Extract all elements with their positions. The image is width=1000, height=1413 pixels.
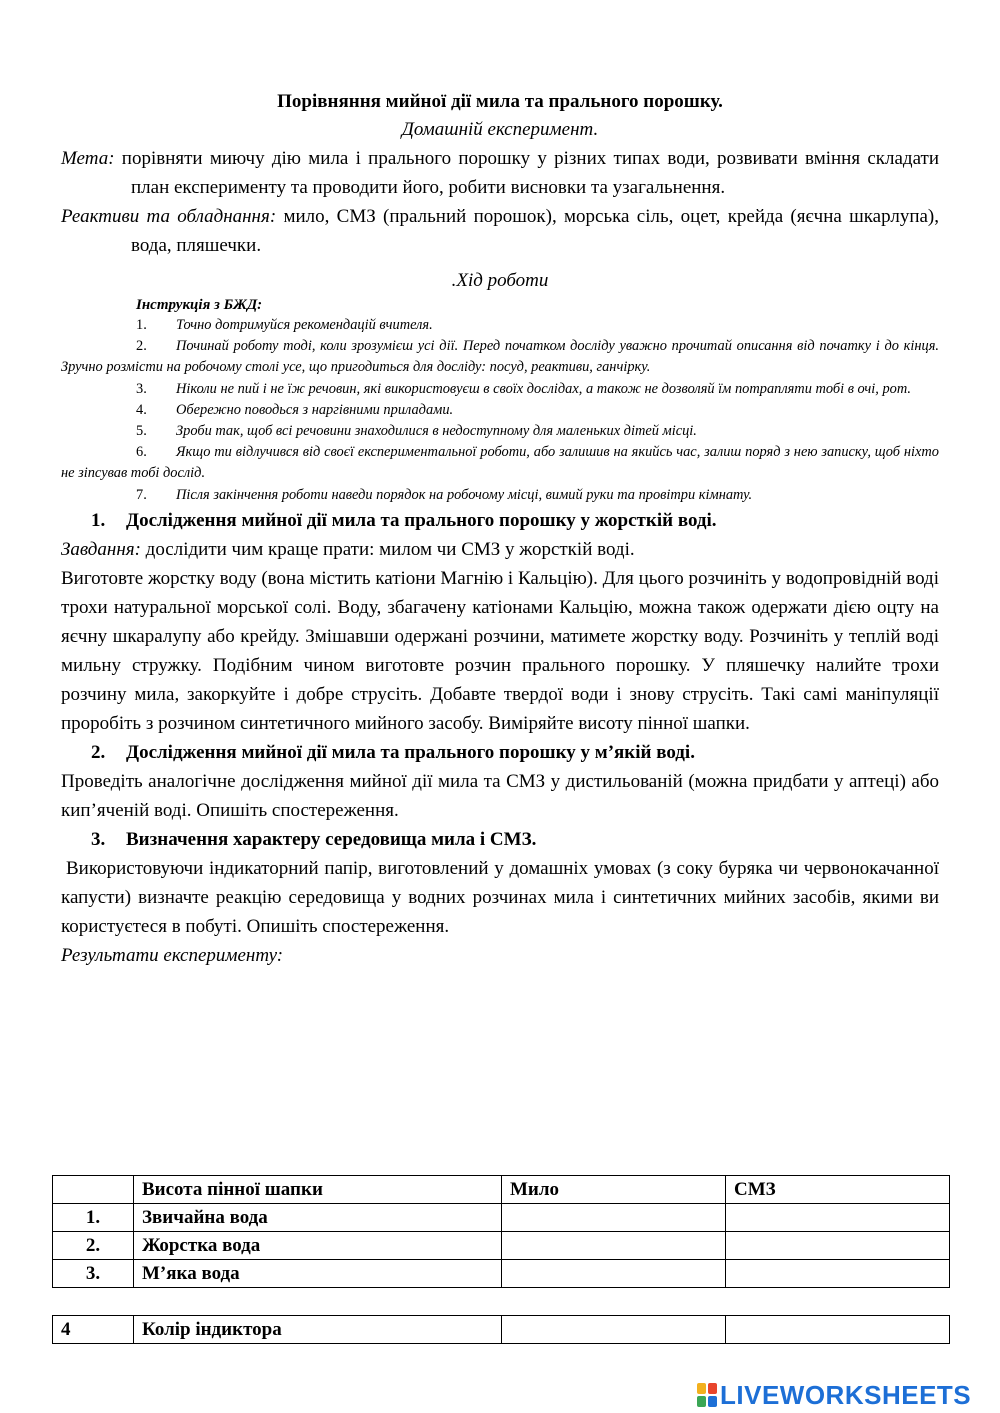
table-header-cell: Мило bbox=[502, 1176, 726, 1204]
safety-rules-list bbox=[61, 315, 939, 506]
results-label: Результати експерименту: bbox=[61, 944, 284, 966]
detergent-answer-cell[interactable] bbox=[726, 1260, 950, 1288]
soap-answer-cell[interactable] bbox=[502, 1260, 726, 1288]
section-2-body: Проведіть аналогічне дослідження мийної дії мила та СМЗ у дистильованій (можна придбати у аптеці) або кип’яченій воді. Опишіть спостереження. bbox=[61, 770, 939, 821]
reagents-paragraph bbox=[61, 202, 939, 260]
row-label: Жорстка вода bbox=[134, 1232, 502, 1260]
detergent-indicator-cell[interactable] bbox=[726, 1316, 950, 1344]
section-1-heading: 1. Дослідження мийної дії мила та прального порошку у жорсткій воді. bbox=[91, 509, 717, 531]
task-label: Завдання: bbox=[61, 538, 141, 560]
rule-item: 4. Обережно поводься з наргівними приладами. bbox=[136, 401, 454, 418]
table-header-cell: Висота пінної шапки bbox=[134, 1176, 502, 1204]
progress-heading: .Хід роботи bbox=[451, 270, 549, 291]
table-header-cell: СМЗ bbox=[726, 1176, 950, 1204]
soap-answer-cell[interactable] bbox=[502, 1232, 726, 1260]
rule-item: 6. Якщо ти відлучився від своєї експериментальної роботи, або залишив на якийсь час, залиш поряд з нею записку, щоб ніхто не зіпсував тобі дослід. bbox=[61, 444, 939, 482]
section-3-heading: 3. Визначення характеру середовища мила і СМЗ. bbox=[91, 828, 537, 850]
detergent-answer-cell[interactable] bbox=[726, 1204, 950, 1232]
worksheet-page bbox=[61, 88, 939, 970]
rule-item: 7. Після закінчення роботи наведи порядок на робочому місці, вимий руки та провітри кімнату. bbox=[136, 486, 753, 503]
row-label: Звичайна вода bbox=[134, 1204, 502, 1232]
rule-item: 3. Ніколи не пий і не їж речовин, які використовуєш в своїх дослідах, а також не дозволяй їм потрапляти тобі в очі, рот. bbox=[136, 380, 911, 397]
reagents-label: Реактиви та обладнання: bbox=[61, 206, 277, 227]
section-2-heading: 2. Дослідження мийної дії мила та прального порошку у м’якій воді. bbox=[91, 741, 695, 763]
detergent-answer-cell[interactable] bbox=[726, 1232, 950, 1260]
row-number: 2. bbox=[53, 1232, 134, 1260]
section-1-task: Завдання: дослідити чим краще прати: милом чи СМЗ у жорсткій воді. bbox=[61, 538, 635, 560]
row-label: Колір індиктора bbox=[134, 1316, 502, 1344]
section-3-body: Використовуючи індикаторний папір, виготовлений у домашніх умовах (з соку буряка чи червонокачанної капусти) визначте реакцію середовища у водних розчинах мила і синтетичних мийних засобів, якими ви користуєтеся в побуті. Опишіть спостереження. bbox=[61, 857, 939, 937]
aim-text: порівняти миючу дію мила і прального порошку у різних типах води, розвивати вміння складати план експерименту та проводити його, робити висновки та узагальнення. bbox=[114, 148, 939, 198]
table-header-cell bbox=[53, 1176, 134, 1204]
page-subtitle: Домашній експеримент. bbox=[401, 119, 599, 140]
indicator-table bbox=[52, 1315, 950, 1344]
table-row bbox=[53, 1260, 950, 1288]
results-table bbox=[52, 1175, 950, 1288]
page-title: Порівняння мийної дії мила та прального порошку. bbox=[277, 91, 723, 112]
aim-label: Мета: bbox=[61, 148, 115, 169]
instructions-title: Інструкція з БЖД: bbox=[136, 297, 263, 313]
table-row bbox=[53, 1316, 950, 1344]
row-number: 4 bbox=[53, 1316, 134, 1344]
rule-item: 2. Починай роботу тоді, коли зрозумієш усі дії. Перед початком досліду уважно прочитай описання від початку і до кінця. Зручно розмісти на робочому столі усе, що пригодиться для досліду: посуд, реактиви, ганчірку. bbox=[61, 338, 939, 376]
rule-item: 1. Точно дотримуйся рекомендацій вчителя. bbox=[136, 317, 433, 333]
row-number: 1. bbox=[53, 1204, 134, 1232]
row-number: 3. bbox=[53, 1260, 134, 1288]
liveworksheets-logo bbox=[697, 1378, 971, 1412]
rule-item: 5. Зроби так, щоб всі речовини знаходилися в недоступному для маленьких дітей місці. bbox=[136, 423, 697, 440]
table-header-row bbox=[53, 1176, 950, 1204]
table-row bbox=[53, 1232, 950, 1260]
liveworksheets-logo-icon bbox=[697, 1383, 717, 1407]
logo-text: LIVEWORKSHEETS bbox=[720, 1379, 972, 1410]
soap-answer-cell[interactable] bbox=[502, 1204, 726, 1232]
soap-indicator-cell[interactable] bbox=[502, 1316, 726, 1344]
section-1-body: Виготовте жорстку воду (вона містить катіони Магнію і Кальцію). Для цього розчиніть у водопровідній воді трохи натуральної морської солі. Воду, збагачену катіонами Кальцію, можна також одержати дією оцту на яєчну шкаралупу або крейду. Змішавши одержані розчини, матимете жорстку воду. Розчиніть у теплій воді мильну стружку. Подібним чином виготовте розчин прального порошку. У пляшечку налийте трохи розчину мила, закоркуйте і добре струсіть. Добавте твердої води і знову струсіть. Такі самі маніпуляції проробіть з розчином синтетичного мийного засобу. Виміряйте висоту пінної шапки. bbox=[61, 567, 939, 734]
reagents-text: мило, СМЗ (пральний порошок), морська сіль, оцет, крейда (яєчна шкарлупа), вода, пляшечки. bbox=[131, 206, 940, 256]
table-row bbox=[53, 1204, 950, 1232]
row-label: М’яка вода bbox=[134, 1260, 502, 1288]
aim-paragraph bbox=[61, 144, 939, 202]
